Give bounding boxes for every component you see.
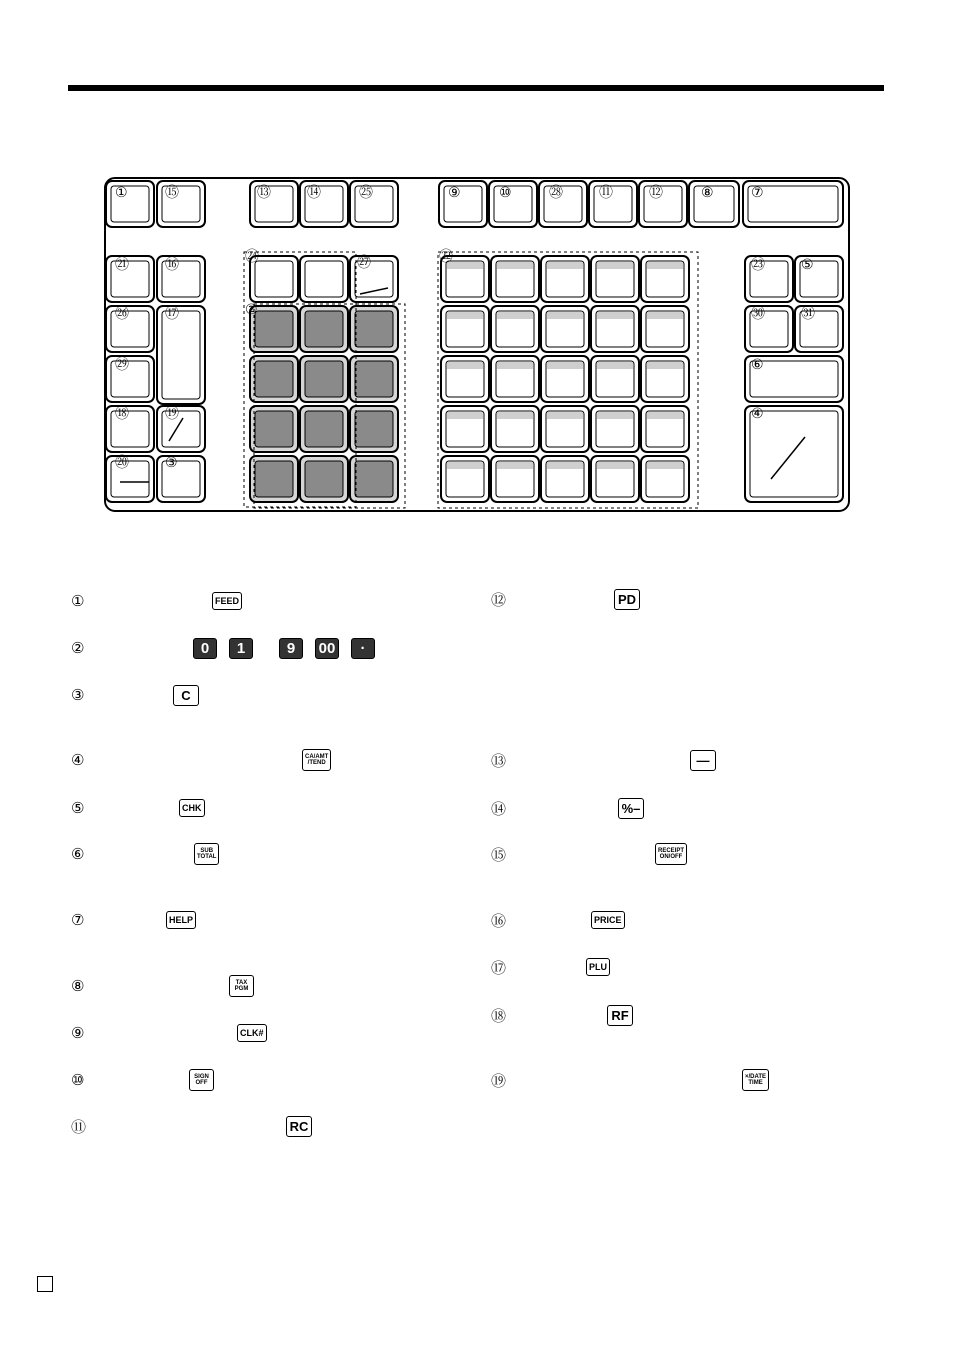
key-25 [350, 181, 398, 227]
key-28 [539, 181, 587, 227]
key-21 [106, 256, 154, 302]
callout-29: ㉙ [115, 357, 129, 373]
department-key-r1-c3-shade [547, 262, 583, 269]
keycap: SUB TOTAL [194, 843, 219, 865]
keycap: PD [614, 589, 640, 610]
keycap: %– [618, 798, 644, 819]
keycap: PRICE [591, 911, 625, 929]
legend-item [71, 748, 331, 772]
legend-number: ⑧ [71, 977, 85, 995]
numeric-keycap: 9 [279, 638, 303, 659]
department-key-r5-c5-shade [647, 462, 683, 469]
keycap: CA/AMT /TEND [302, 749, 331, 771]
callout-12: ⑫ [649, 185, 663, 201]
legend-number: ⑬ [491, 751, 507, 770]
keycap: C [173, 685, 199, 706]
legend-number: ⑱ [491, 1006, 507, 1025]
legend-number: ⑰ [491, 958, 507, 977]
callout-17: ⑰ [165, 306, 179, 322]
numeric-key-r2-c2-cap [305, 361, 343, 397]
numeric-key-r1-c3-cap [355, 311, 393, 347]
department-key-r3-c4-shade [597, 362, 633, 369]
legend-number: ④ [71, 751, 85, 769]
keycap: RECEIPT ON/OFF [655, 843, 687, 865]
legend-item [491, 842, 687, 866]
keyboard-svg [103, 176, 851, 514]
callout-27: ㉗ [357, 255, 371, 271]
numeric-key-r3-c2-cap [305, 411, 343, 447]
callout-14: ⑭ [307, 185, 321, 201]
keycap: FEED [212, 592, 242, 610]
department-key-r4-c3-shade [547, 412, 583, 419]
keycap: ×/DATE TIME [742, 1069, 769, 1091]
keycap: PLU [586, 958, 610, 976]
legend-number: ⑮ [491, 845, 507, 864]
department-key-r3-c1-shade [447, 362, 483, 369]
legend-item [71, 842, 219, 866]
keycap: TAX PGM [229, 975, 254, 997]
legend-number: ⑩ [71, 1071, 85, 1089]
legend-number: ⑪ [71, 1117, 87, 1136]
legend-item [491, 587, 640, 611]
department-key-r2-c5-shade [647, 312, 683, 319]
department-key-r2-c4-shade [597, 312, 633, 319]
key-11 [589, 181, 637, 227]
department-key-r4-c5-shade [647, 412, 683, 419]
key-10 [489, 181, 537, 227]
callout-31: ㉛ [801, 306, 815, 322]
legend-item [71, 636, 387, 660]
department-key-r3-c3-shade [547, 362, 583, 369]
legend-number: ③ [71, 686, 85, 704]
department-key-r2-c3-shade [547, 312, 583, 319]
department-key-r5-c4-shade [597, 462, 633, 469]
legend-item [71, 1021, 267, 1045]
department-key-r1-c4-shade [597, 262, 633, 269]
legend-item [491, 796, 644, 820]
legend-item [71, 589, 242, 613]
numeric-keycap: · [351, 638, 375, 659]
department-key-r1-c2-shade [497, 262, 533, 269]
legend-item [71, 796, 205, 820]
legend-item [71, 908, 196, 932]
callout-19: ⑲ [165, 406, 179, 422]
key-9 [439, 181, 487, 227]
numeric-key-r1-c2-cap [305, 311, 343, 347]
keycap: RF [607, 1005, 633, 1026]
callout-21: ㉑ [115, 257, 129, 273]
key-18 [106, 406, 154, 452]
legend-number: ① [71, 592, 85, 610]
keycap: CHK [179, 799, 205, 817]
callout-6: ⑥ [751, 357, 764, 373]
department-key-r3-c5-shade [647, 362, 683, 369]
callout-10: ⑩ [499, 185, 512, 201]
keycap: HELP [166, 911, 196, 929]
department-key-r5-c2-shade [497, 462, 533, 469]
callout-1: ① [115, 185, 128, 201]
callout-16: ⑯ [165, 257, 179, 273]
callout-20: ⑳ [115, 455, 129, 471]
callout-9: ⑨ [448, 185, 461, 201]
callout-4: ④ [751, 406, 764, 422]
numeric-key-r4-c3-cap [355, 461, 393, 497]
legend-item [71, 974, 254, 998]
callout-15: ⑮ [165, 185, 179, 201]
department-key-r5-c1-shade [447, 462, 483, 469]
department-key-r4-c2-shade [497, 412, 533, 419]
department-key-r5-c3-shade [547, 462, 583, 469]
key-29 [106, 356, 154, 402]
callout-24: ㉔ [245, 249, 259, 265]
callout-13: ⑬ [257, 185, 271, 201]
callout-7: ⑦ [751, 185, 764, 201]
callout-23: ㉓ [751, 257, 765, 273]
numeric-key-r1-c1-cap [255, 311, 293, 347]
legend-number: ⑦ [71, 911, 85, 929]
legend-item [491, 1068, 769, 1092]
callout-18: ⑱ [115, 406, 129, 422]
legend-number: ⑭ [491, 799, 507, 818]
department-key-r4-c1-shade [447, 412, 483, 419]
legend-item [491, 908, 625, 932]
key-8 [689, 181, 739, 227]
numeric-keycap: 0 [193, 638, 217, 659]
numeric-key-r2-c1-cap [255, 361, 293, 397]
callout-25: ㉕ [359, 185, 373, 201]
legend-item [71, 1114, 312, 1138]
callout-5: ⑤ [801, 257, 814, 273]
numeric-key-r2-c3-cap [355, 361, 393, 397]
key-24b [300, 256, 348, 302]
callout-30: ㉚ [751, 306, 765, 322]
numeric-key-r3-c1-cap [255, 411, 293, 447]
department-key-r4-c4-shade [597, 412, 633, 419]
numeric-keycap: 00 [315, 638, 339, 659]
callout-8: ⑧ [701, 185, 714, 201]
key-20 [106, 456, 154, 502]
numeric-key-r4-c2-cap [305, 461, 343, 497]
legend-item [491, 955, 610, 979]
legend-number: ⑲ [491, 1071, 507, 1090]
legend-number: ⑫ [491, 590, 507, 609]
department-key-r2-c2-shade [497, 312, 533, 319]
department-key-r3-c2-shade [497, 362, 533, 369]
keycap: RC [286, 1116, 312, 1137]
key-26 [106, 306, 154, 352]
page-marker [37, 1276, 53, 1292]
legend-item [71, 683, 199, 707]
numeric-key-r3-c3-cap [355, 411, 393, 447]
legend-number: ⑯ [491, 911, 507, 930]
legend-item [491, 748, 716, 772]
keycap: CLK# [237, 1024, 267, 1042]
callout-3: ③ [165, 455, 178, 471]
key-1 [106, 181, 154, 227]
legend-item [491, 1003, 633, 1027]
numeric-key-r4-c1-cap [255, 461, 293, 497]
department-key-r1-c5-shade [647, 262, 683, 269]
callout-22: ㉒ [439, 249, 453, 265]
keycap: — [690, 750, 716, 771]
callout-11: ⑪ [599, 185, 613, 201]
callout-2: ② [245, 302, 258, 318]
keyboard-diagram [103, 176, 851, 514]
legend-item [71, 1068, 214, 1092]
legend-number: ② [71, 639, 85, 657]
numeric-keycap: 1 [229, 638, 253, 659]
header-rule [68, 85, 884, 91]
legend-number: ⑨ [71, 1024, 85, 1042]
callout-26: ㉖ [115, 306, 129, 322]
legend-number: ⑤ [71, 799, 85, 817]
key-12 [639, 181, 687, 227]
department-key-r2-c1-shade [447, 312, 483, 319]
legend-number: ⑥ [71, 845, 85, 863]
callout-28: ㉘ [549, 185, 563, 201]
keycap: SIGN OFF [189, 1069, 214, 1091]
